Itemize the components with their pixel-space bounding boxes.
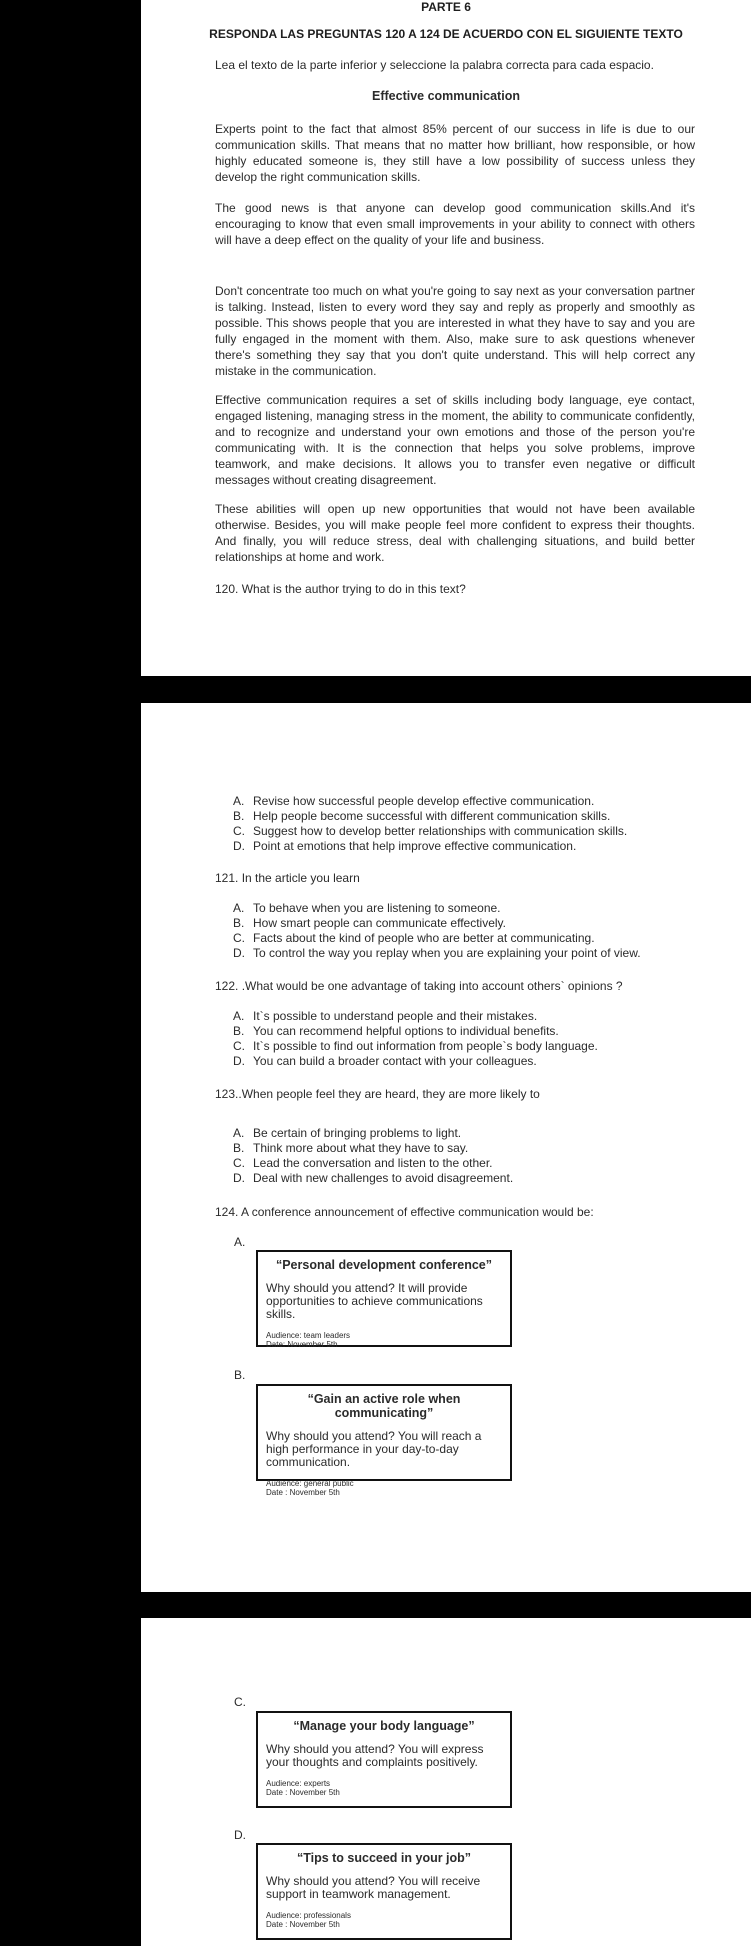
part-heading: PARTE 6 <box>421 0 471 14</box>
option-letter: B. <box>233 1141 245 1155</box>
article-paragraph: Experts point to the fact that almost 85% percent of our success in life is due to our communication skills. That means that no matter how brilliant, how responsible, or how highly educated someone is, they still have a low possibility of success unless they develop the right communication skills. <box>215 122 695 184</box>
article-paragraph: Don't concentrate too much on what you're going to say next as your conversation partner is talking. Instead, listen to every word they say and reply as properly and smoothly as possible. This shows people that you are interested in what they have to say and you are fully engaged in the moment with them. Also, make sure to ask questions whenever there's something they say that you don't quite understand. This will help correct any mistake in the communication. <box>215 284 695 378</box>
option-letter: D. <box>233 839 245 853</box>
option-d[interactable] <box>233 1054 598 1069</box>
option-text: Think more about what they have to say. <box>253 1141 469 1155</box>
option-text: Point at emotions that help improve effective communication. <box>253 839 577 853</box>
announcement-question: Why should you attend? You will reach a high performance in your day-to-day communication. <box>266 1429 482 1469</box>
announcement-d-box[interactable] <box>256 1843 512 1940</box>
option-letter: D. <box>233 1171 245 1185</box>
announcement-title: “Personal development conference” <box>275 1258 493 1272</box>
question-120-options <box>233 794 627 854</box>
announcement-c-letter: C. <box>234 1695 246 1709</box>
option-text: Facts about the kind of people who are better at communicating. <box>253 931 595 945</box>
article-title: Effective communication <box>372 89 520 103</box>
announcement-title: “Tips to succeed in your job” <box>296 1851 472 1865</box>
announcement-audience: Audience: general public <box>266 1479 354 1488</box>
option-text: Be certain of bringing problems to light. <box>253 1126 462 1140</box>
option-letter: B. <box>233 809 245 823</box>
article-paragraph: These abilities will open up new opportunities that would not have been available otherwise. Besides, you will make people feel more confident to express their thoughts. And finally, you will reduce stress, deal with challenging situations, and build better relationships at home and work. <box>215 502 695 564</box>
article-paragraph: Effective communication requires a set of skills including body language, eye contact, engaged listening, managing stress in the moment, the ability to communicate confidently, and to recognize and understand your own emotions and those of the person you're communicating with. It is the connection that helps you solve problems, improve teamwork, and make decisions. It allows you to transfer even negative or difficult messages without creating disagreement. <box>215 393 695 487</box>
announcement-c-box[interactable] <box>256 1711 512 1808</box>
option-b[interactable] <box>233 916 641 931</box>
page-2 <box>141 703 751 1592</box>
option-c[interactable] <box>233 824 627 839</box>
option-letter: B. <box>233 1024 245 1038</box>
announcement-audience: Audience: team leaders <box>266 1331 351 1340</box>
option-letter: A. <box>233 1009 245 1023</box>
option-text: It`s possible to understand people and their mistakes. <box>253 1009 538 1023</box>
announcement-question: Why should you attend? You will receive support in teamwork management. <box>266 1874 481 1901</box>
question-123-options <box>233 1126 513 1186</box>
instruction-text: Lea el texto de la parte inferior y seleccione la palabra correcta para cada espacio. <box>215 58 654 72</box>
page-1 <box>141 0 751 676</box>
option-letter: C. <box>233 1039 245 1053</box>
option-text: It`s possible to find out information from people`s body language. <box>253 1039 598 1053</box>
question-124: 124. A conference announcement of effective communication would be: <box>215 1205 594 1219</box>
option-letter: A. <box>233 901 245 915</box>
option-letter: D. <box>233 1054 245 1068</box>
option-letter: C. <box>233 1156 245 1170</box>
question-123: 123..When people feel they are heard, they are more likely to <box>215 1087 540 1101</box>
option-a[interactable] <box>233 794 627 809</box>
option-text: You can recommend helpful options to individual benefits. <box>253 1024 559 1038</box>
announcement-question: Why should you attend? It will provide opportunities to achieve communications skills. <box>266 1281 483 1321</box>
option-b[interactable] <box>233 1141 513 1156</box>
announcement-audience: Audience: experts <box>266 1779 331 1788</box>
option-c[interactable] <box>233 931 641 946</box>
announcement-question: Why should you attend? You will express your thoughts and complaints positively. <box>266 1742 484 1769</box>
announcement-date: Date : November 5th <box>266 1488 340 1497</box>
page-3 <box>141 1618 751 1946</box>
section-heading: RESPONDA LAS PREGUNTAS 120 A 124 DE ACUERDO CON EL SIGUIENTE TEXTO <box>209 27 683 41</box>
option-letter: B. <box>233 916 245 930</box>
option-d[interactable] <box>233 839 627 854</box>
option-c[interactable] <box>233 1156 513 1171</box>
announcement-title: “Manage your body language” <box>293 1719 475 1733</box>
question-122: 122. .What would be one advantage of taking into account others` opinions ? <box>215 979 623 993</box>
announcement-audience: Audience: professionals <box>266 1911 351 1920</box>
option-d[interactable] <box>233 1171 513 1186</box>
option-text: Revise how successful people develop effective communication. <box>253 794 595 808</box>
option-text: You can build a broader contact with your colleagues. <box>253 1054 537 1068</box>
question-121: 121. In the article you learn <box>215 871 360 885</box>
option-a[interactable] <box>233 1126 513 1141</box>
option-letter: D. <box>233 946 245 960</box>
option-c[interactable] <box>233 1039 598 1054</box>
option-b[interactable] <box>233 809 627 824</box>
option-text: To control the way you replay when you are explaining your point of view. <box>253 946 641 960</box>
announcement-title: “Gain an active role when communicating” <box>307 1392 461 1420</box>
announcement-b-box[interactable] <box>256 1384 512 1497</box>
option-d[interactable] <box>233 946 641 961</box>
option-letter: C. <box>233 931 245 945</box>
question-121-options <box>233 901 641 961</box>
option-text: To behave when you are listening to someone. <box>253 901 501 915</box>
announcement-b-letter: B. <box>234 1368 246 1382</box>
announcement-d-letter: D. <box>234 1828 246 1842</box>
announcement-date: Date : November 5th <box>266 1920 340 1929</box>
option-letter: C. <box>233 824 245 838</box>
option-a[interactable] <box>233 1009 598 1024</box>
question-122-options <box>233 1009 598 1069</box>
question-120: 120. What is the author trying to do in this text? <box>215 582 466 596</box>
announcement-a-letter: A. <box>234 1235 246 1249</box>
announcement-date: Date: November 5th <box>266 1340 338 1349</box>
option-a[interactable] <box>233 901 641 916</box>
option-text: How smart people can communicate effectively. <box>253 916 507 930</box>
announcement-date: Date : November 5th <box>266 1788 340 1797</box>
option-text: Help people become successful with different communication skills. <box>253 809 611 823</box>
option-letter: A. <box>233 794 245 808</box>
option-text: Lead the conversation and listen to the other. <box>253 1156 493 1170</box>
option-text: Suggest how to develop better relationships with communication skills. <box>253 824 628 838</box>
announcement-a-box[interactable] <box>256 1250 512 1347</box>
option-b[interactable] <box>233 1024 598 1039</box>
option-letter: A. <box>233 1126 245 1140</box>
article-paragraph: The good news is that anyone can develop good communication skills.And it's encouraging to know that even small improvements in your ability to connect with others will have a deep effect on the quality of your life and business. <box>215 201 695 247</box>
option-text: Deal with new challenges to avoid disagreement. <box>253 1171 514 1185</box>
